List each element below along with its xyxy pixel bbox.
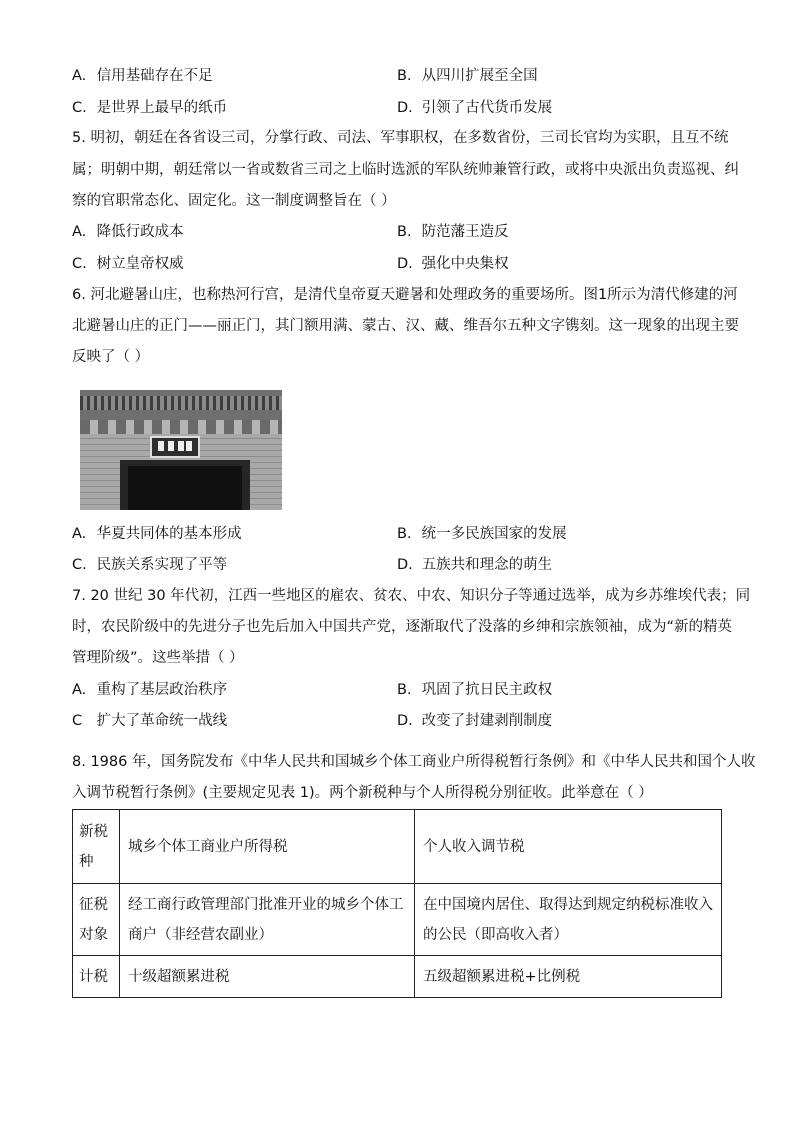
table-cell: 十级超额累进税 — [120, 956, 415, 998]
table-row — [73, 956, 722, 998]
table-cell: 五级超额累进税+比例税 — [415, 956, 722, 998]
q7-option-a[interactable]: A. 重构了基层政治秩序 — [72, 682, 228, 698]
q6-options-row-1 — [72, 522, 722, 546]
q6-stem-line-3: 反映了（ ） — [72, 349, 150, 365]
q6-stem-line-2: 北避暑山庄的正门——丽正门，其门额用满、蒙古、汉、藏、维吾尔五种文字镌刻。这一现象的出现主要 — [72, 318, 739, 334]
q6-options-row-2 — [72, 553, 722, 577]
table-cell: 城乡个体工商业户所得税 — [120, 810, 415, 884]
q4-option-c[interactable]: C. 是世界上最早的纸币 — [72, 100, 228, 116]
q4-options-row-1 — [72, 64, 722, 88]
tax-comparison-table — [72, 809, 722, 998]
row-header: 计税 — [73, 956, 120, 998]
lizheng-gate-photo — [80, 390, 282, 510]
q4-option-a[interactable]: A. 信用基础存在不足 — [72, 68, 213, 84]
photo-eaves — [80, 396, 282, 410]
photo-gate-plaque — [150, 436, 200, 458]
q8-stem-line-2: 入调节税暂行条例》(主要规定见表 1)。两个新税种与个人所得税分别征收。此举意在（ ） — [72, 785, 653, 801]
q5-option-b[interactable]: B. 防范藩王造反 — [397, 224, 509, 240]
q6-option-b[interactable]: B. 统一多民族国家的发展 — [397, 526, 567, 542]
q7-option-c[interactable]: C 扩大了革命统一战线 — [72, 713, 228, 729]
table-row — [73, 884, 722, 956]
q5-stem-line-3: 察的官职常态化、固定化。这一制度调整旨在（ ） — [72, 193, 396, 209]
q5-option-a[interactable]: A. 降低行政成本 — [72, 224, 184, 240]
q6-stem-line-1: 6. 河北避暑山庄，也称热河行宫，是清代皇帝夏天避暑和处理政务的重要场所。图1所示为清代修建的河 — [72, 287, 738, 303]
q7-stem-line-1: 7. 20 世纪 30 年代初，江西一些地区的雇农、贫农、中农、知识分子等通过选举，成为乡苏维埃代表；同 — [72, 588, 751, 604]
q6-option-d[interactable]: D. 五族共和理念的萌生 — [397, 557, 553, 573]
photo-battlements — [80, 420, 282, 434]
q7-stem-line-3: 管理阶级”。这些举措（ ） — [72, 650, 244, 666]
q5-options-row-2 — [72, 252, 722, 276]
q4-options-row-2 — [72, 96, 722, 120]
q5-options-row-1 — [72, 220, 722, 244]
q5-option-d[interactable]: D. 强化中央集权 — [397, 256, 509, 272]
q7-options-row-1 — [72, 678, 722, 702]
q4-option-b[interactable]: B. 从四川扩展至全国 — [397, 68, 538, 84]
q5-stem-line-1: 5. 明初，朝廷在各省设三司，分掌行政、司法、军事职权，在多数省份，三司长官均为实职，且互不统 — [72, 130, 729, 146]
table-cell: 经工商行政管理部门批准开业的城乡个体工 商户（非经营农副业） — [120, 884, 415, 956]
q5-stem-line-2: 属；明朝中期，朝廷常以一省或数省三司之上临时选派的军队统帅兼管行政，或将中央派出负责巡视、纠 — [72, 162, 739, 178]
q7-option-b[interactable]: B. 巩固了抗日民主政权 — [397, 682, 553, 698]
q6-option-a[interactable]: A. 华夏共同体的基本形成 — [72, 526, 242, 542]
table-row — [73, 810, 722, 884]
q6-option-c[interactable]: C. 民族关系实现了平等 — [72, 557, 228, 573]
row-header: 新税 种 — [73, 810, 120, 884]
q8-stem-line-1: 8. 1986 年，国务院发布《中华人民共和国城乡个体工商业户所得税暂行条例》和《中华人民共和国个人收 — [72, 754, 756, 770]
row-header: 征税 对象 — [73, 884, 120, 956]
q4-option-d[interactable]: D. 引领了古代货币发展 — [397, 100, 553, 116]
q7-option-d[interactable]: D. 改变了封建剥削制度 — [397, 713, 553, 729]
q7-stem-line-2: 时，农民阶级中的先进分子也先后加入中国共产党，逐渐取代了没落的乡绅和宗族领袖，成为“新的精英 — [72, 619, 733, 635]
photo-gate-opening — [128, 466, 242, 510]
table-cell: 在中国境内居住、取得达到规定纳税标准收入 的公民（即高收入者） — [415, 884, 722, 956]
q7-options-row-2 — [72, 709, 722, 733]
table-cell: 个人收入调节税 — [415, 810, 722, 884]
q5-option-c[interactable]: C. 树立皇帝权威 — [72, 256, 184, 272]
